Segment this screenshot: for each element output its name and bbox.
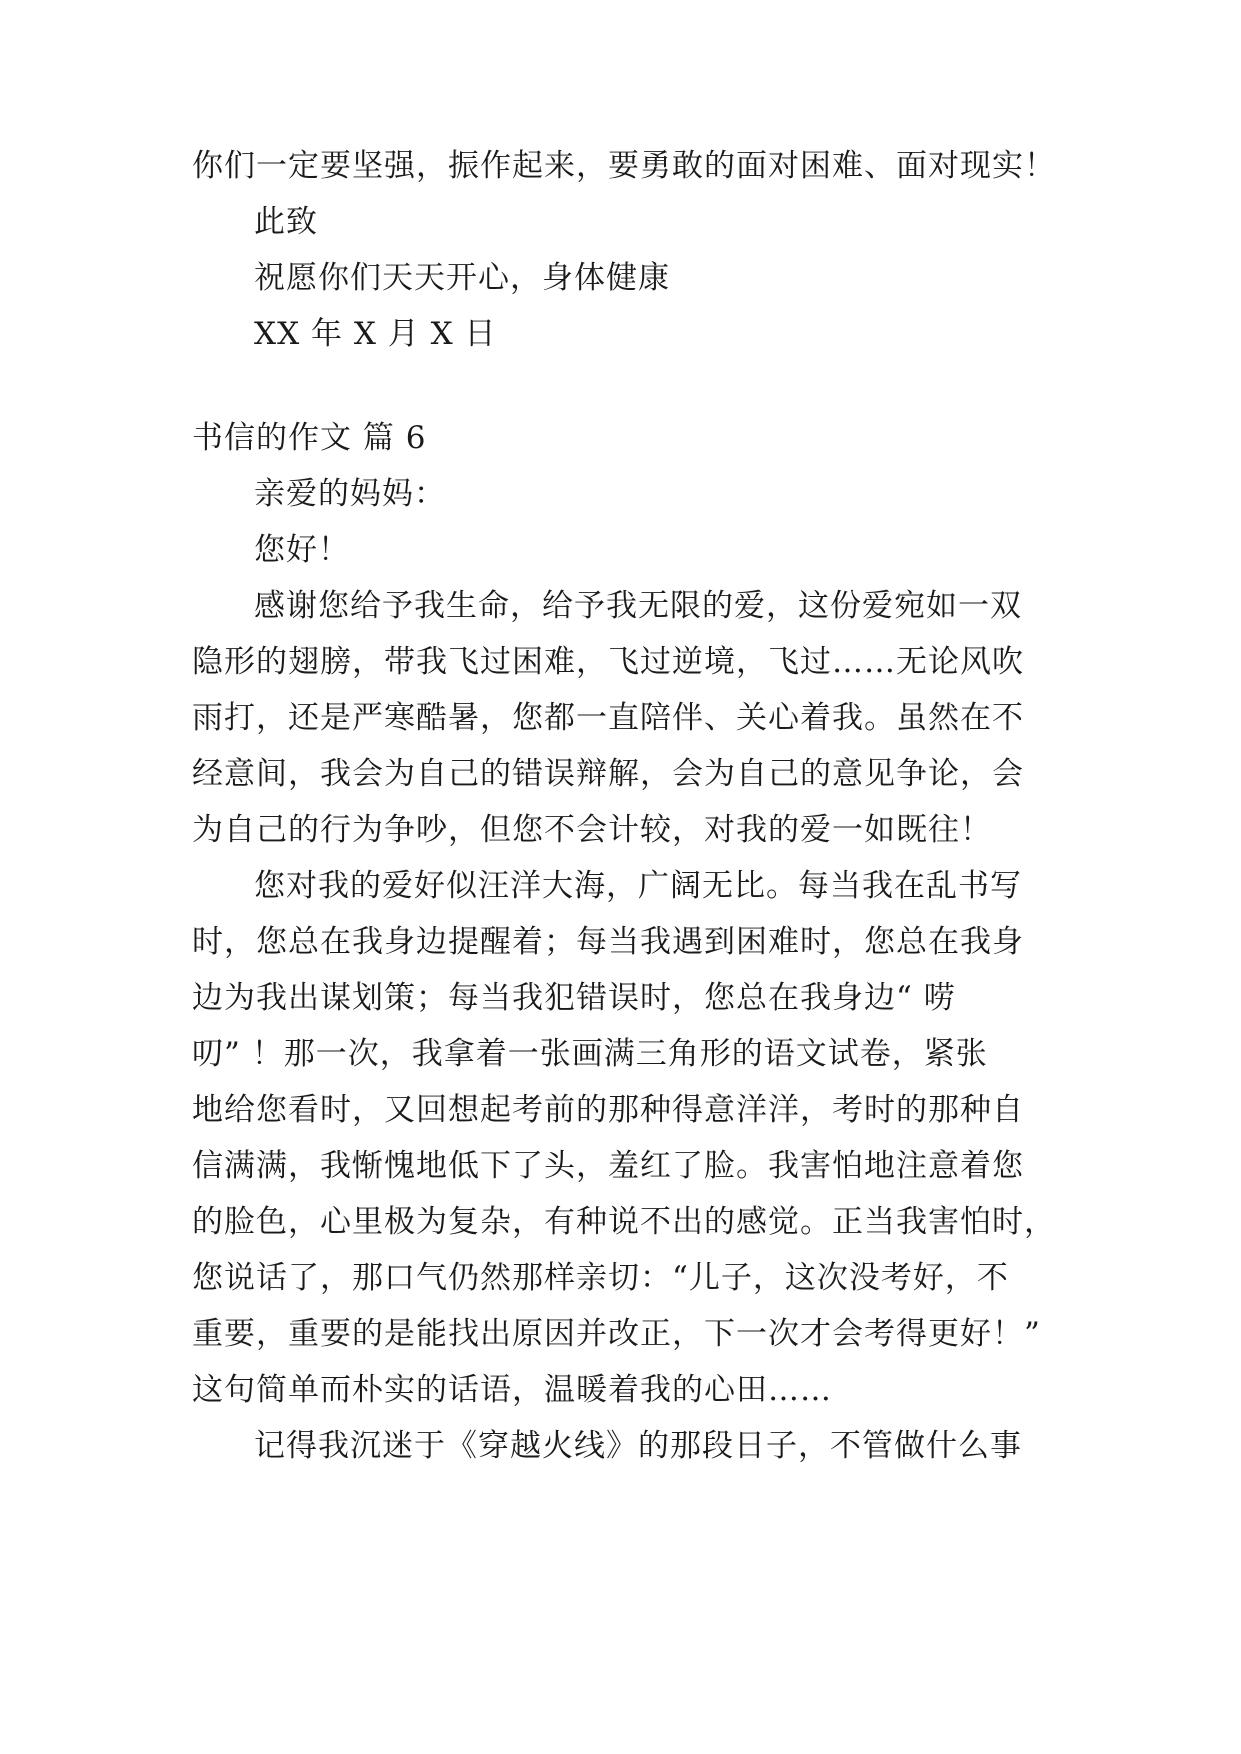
paragraph-line: 叨” ！那一次，我拿着一张画满三角形的语文试卷，紧张 — [192, 1036, 988, 1072]
paragraph-line: 信满满，我惭愧地低下了头，羞红了脸。我害怕地注意着您 — [192, 1148, 1024, 1184]
paragraph-line: 记得我沉迷于《穿越火线》的那段日子，不管做什么事 — [254, 1428, 1022, 1464]
paragraph-line: 时，您总在我身边提醒着；每当我遇到困难时，您总在我身 — [192, 924, 1024, 960]
paragraph-line: 您对我的爱好似汪洋大海，广阔无比。每当我在乱书写 — [254, 868, 1022, 904]
paragraph-line: 隐形的翅膀，带我飞过困难，飞过逆境，飞过……无论风吹 — [192, 644, 1024, 680]
wish-line: 祝愿你们天天开心，身体健康 — [254, 260, 670, 296]
date-line: XX 年 X 月 X 日 — [254, 316, 497, 352]
greeting: 亲爱的妈妈： — [254, 476, 446, 512]
paragraph-line: 这句简单而朴实的话语，温暖着我的心田…… — [192, 1372, 832, 1408]
paragraph-line: 雨打，还是严寒酷暑，您都一直陪伴、关心着我。虽然在不 — [192, 700, 1024, 736]
paragraph-line: 您说话了，那口气仍然那样亲切：“儿子，这次没考好，不 — [192, 1260, 1009, 1296]
salutation: 此致 — [254, 204, 318, 240]
paragraph-line: 经意间，我会为自己的错误辩解，会为自己的意见争论，会 — [192, 756, 1024, 792]
hello-line: 您好！ — [254, 532, 350, 568]
paragraph-line: 边为我出谋划策；每当我犯错误时，您总在我身边“ 唠 — [192, 980, 956, 1016]
closing-line: 你们一定要坚强，振作起来，要勇敢的面对困难、面对现实！ — [192, 148, 1056, 184]
paragraph-line: 重要，重要的是能找出原因并改正，下一次才会考得更好！” — [192, 1316, 1041, 1352]
paragraph-line: 为自己的行为争吵，但您不会计较，对我的爱一如既往！ — [192, 812, 992, 848]
paragraph-line: 的脸色，心里极为复杂，有种说不出的感觉。正当我害怕时， — [192, 1204, 1056, 1240]
paragraph-line: 地给您看时，又回想起考前的那种得意洋洋，考时的那种自 — [192, 1092, 1024, 1128]
section-heading: 书信的作文 篇 6 — [192, 420, 427, 456]
paragraph-line: 感谢您给予我生命，给予我无限的爱，这份爱宛如一双 — [254, 588, 1022, 624]
